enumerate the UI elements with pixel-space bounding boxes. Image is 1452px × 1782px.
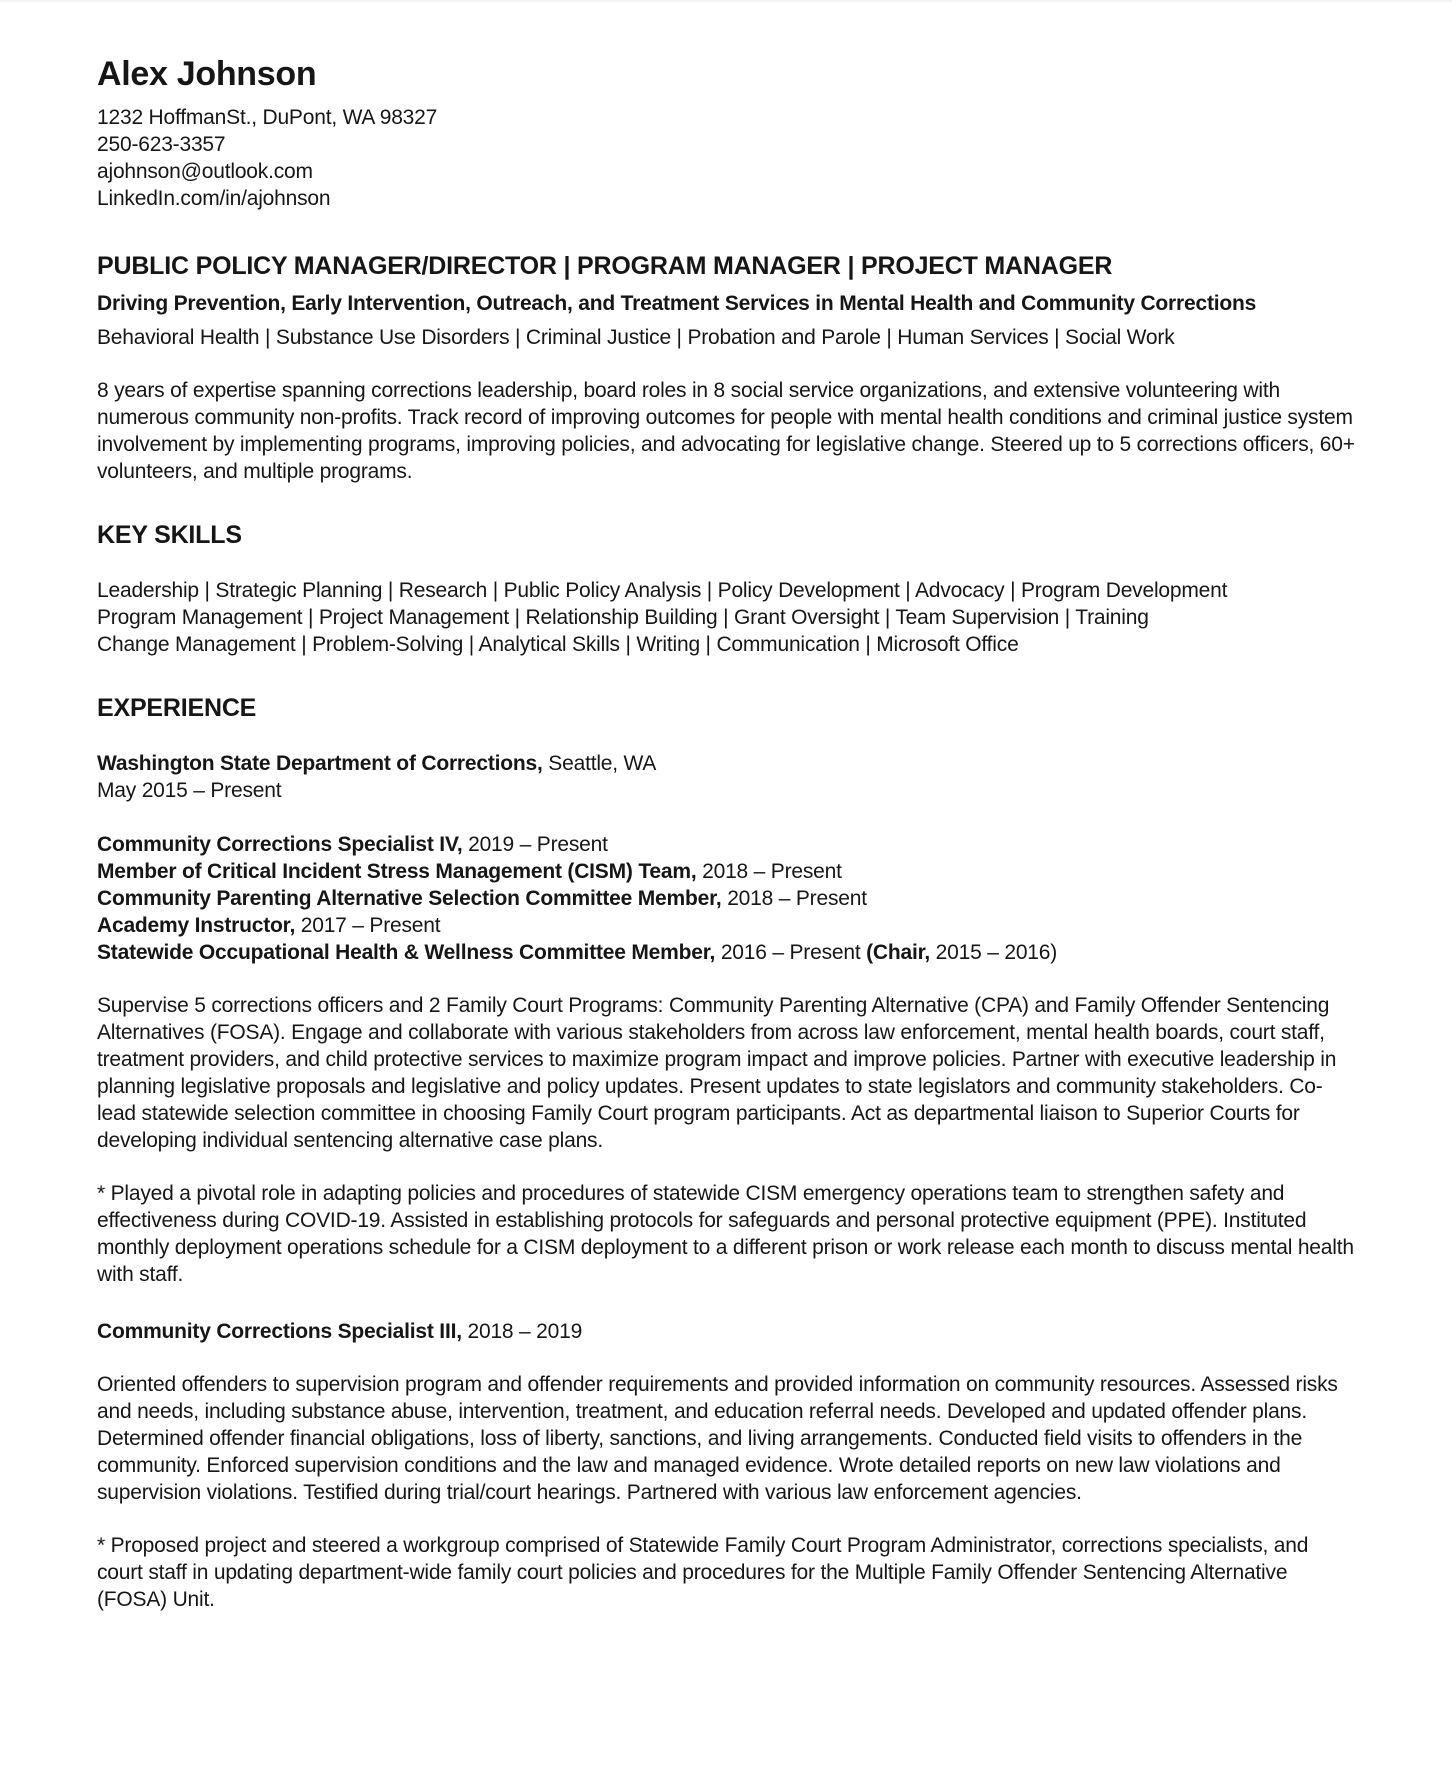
- role-dates: 2017 – Present: [295, 914, 441, 937]
- skills-line-3: Change Management | Problem-Solving | Analytical Skills | Writing | Communication | Microsoft Office: [97, 633, 1019, 656]
- headline-titles: PUBLIC POLICY MANAGER/DIRECTOR | PROGRAM MANAGER | PROJECT MANAGER: [97, 252, 1113, 280]
- role-line: [97, 912, 1357, 939]
- role-line: [97, 885, 1357, 912]
- employer-location: Seattle, WA: [542, 752, 657, 775]
- experience-section: [97, 694, 1357, 1613]
- headline-keywords: Behavioral Health | Substance Use Disorders | Criminal Justice | Probation and Parole | Human Services | Social Work: [97, 326, 1175, 349]
- role-title: Community Corrections Specialist IV,: [97, 833, 463, 856]
- role-line: [97, 858, 1357, 885]
- employer-dates: May 2015 – Present: [97, 779, 282, 802]
- skills-line-1: Leadership | Strategic Planning | Research | Public Policy Analysis | Policy Development | Advocacy | Program Development: [97, 579, 1228, 602]
- headline-block: [97, 252, 1357, 351]
- role-line: [97, 939, 1357, 966]
- contact-email: ajohnson@outlook.com: [97, 160, 313, 183]
- ccs3-title: Community Corrections Specialist III,: [97, 1320, 462, 1343]
- role-chair-note: (Chair,: [866, 941, 931, 964]
- header-block: [97, 55, 1357, 212]
- ccs3-body-paragraph: Oriented offenders to supervision program and offender requirements and provided information on community resources. Assessed risks and needs, including substance abuse, intervention, treatment, and education referral needs. Developed and updated offender plans. Determined offender financial obligations, loss of liberty, sanctions, and living arrangements. Conducted field visits to offenders in the community. Enforced supervision conditions and the law and managed evidence. Wrote detailed reports on new law violations and supervision violations. Testified during trial/court hearings. Partnered with various law enforcement agencies.: [97, 1373, 1338, 1504]
- skills-line-2: Program Management | Project Management | Relationship Building | Grant Oversight | Team Supervision | Training: [97, 606, 1149, 629]
- ccs4-body-paragraph: Supervise 5 corrections officers and 2 Family Court Programs: Community Parenting Alternative (CPA) and Family Offender Sentencing Alternatives (FOSA). Engage and collaborate with various stakeholders from across law enforcement, mental health boards, court staff, treatment providers, and child protective services to maximize program impact and improve policies. Partner with executive leadership in planning legislative proposals and legislative and policy updates. Present updates to state legislators and community stakeholders. Co-lead statewide selection committee in choosing Family Court program participants. Act as departmental liaison to Superior Courts for developing individual sentencing alternative case plans.: [97, 994, 1337, 1152]
- roles-block: [97, 831, 1357, 966]
- role-chair-dates: 2015 – 2016): [930, 941, 1058, 964]
- ccs3-dates: 2018 – 2019: [461, 1320, 583, 1343]
- key-skills-section: [97, 521, 1357, 658]
- experience-heading: EXPERIENCE: [97, 694, 257, 722]
- role-dates: 2018 – Present: [721, 887, 867, 910]
- role-dates: 2019 – Present: [462, 833, 608, 856]
- summary-paragraph: 8 years of expertise spanning corrections leadership, board roles in 8 social service organizations, and extensive volunteering with numerous community non-profits. Track record of improving outcomes for people with mental health conditions and criminal justice system involvement by implementing programs, improving policies, and advocating for legislative change. Steered up to 5 corrections officers, 60+ volunteers, and multiple programs.: [97, 379, 1355, 483]
- contact-phone: 250-623-3357: [97, 133, 226, 156]
- contact-address: 1232 HoffmanSt., DuPont, WA 98327: [97, 106, 438, 129]
- employer-name: Washington State Department of Corrections,: [97, 752, 543, 775]
- role-dates: 2018 – Present: [696, 860, 842, 883]
- role-title: Academy Instructor,: [97, 914, 296, 937]
- role-line: [97, 831, 1357, 858]
- employer-line: [97, 750, 1357, 777]
- ccs4-highlight-paragraph: * Played a pivotal role in adapting policies and procedures of statewide CISM emergency operations team to strengthen safety and effectiveness during COVID-19. Assisted in establishing protocols for safeguards and personal protective equipment (PPE). Instituted monthly deployment operations schedule for a CISM deployment to a different prison or work release each month to discuss mental health with staff.: [97, 1182, 1354, 1286]
- key-skills-heading: KEY SKILLS: [97, 521, 242, 549]
- headline-tagline: Driving Prevention, Early Intervention, Outreach, and Treatment Services in Mental Health and Community Corrections: [97, 292, 1257, 315]
- employer-block: [97, 750, 1357, 804]
- candidate-name: Alex Johnson: [97, 55, 317, 93]
- contact-linkedin: LinkedIn.com/in/ajohnson: [97, 187, 331, 210]
- role-title: Community Parenting Alternative Selection Committee Member,: [97, 887, 722, 910]
- key-skills-list: [97, 577, 1357, 658]
- ccs3-highlight-paragraph: * Proposed project and steered a workgroup comprised of Statewide Family Court Program Administrator, corrections specialists, and court staff in updating department-wide family court policies and procedures for the Multiple Family Offender Sentencing Alternative (FOSA) Unit.: [97, 1534, 1309, 1611]
- resume-page: [0, 2, 1452, 1613]
- role-title: Statewide Occupational Health & Wellness Committee Member,: [97, 941, 716, 964]
- role-title: Member of Critical Incident Stress Management (CISM) Team,: [97, 860, 697, 883]
- ccs3-title-line: [97, 1318, 1357, 1345]
- role-dates: 2016 – Present: [715, 941, 867, 964]
